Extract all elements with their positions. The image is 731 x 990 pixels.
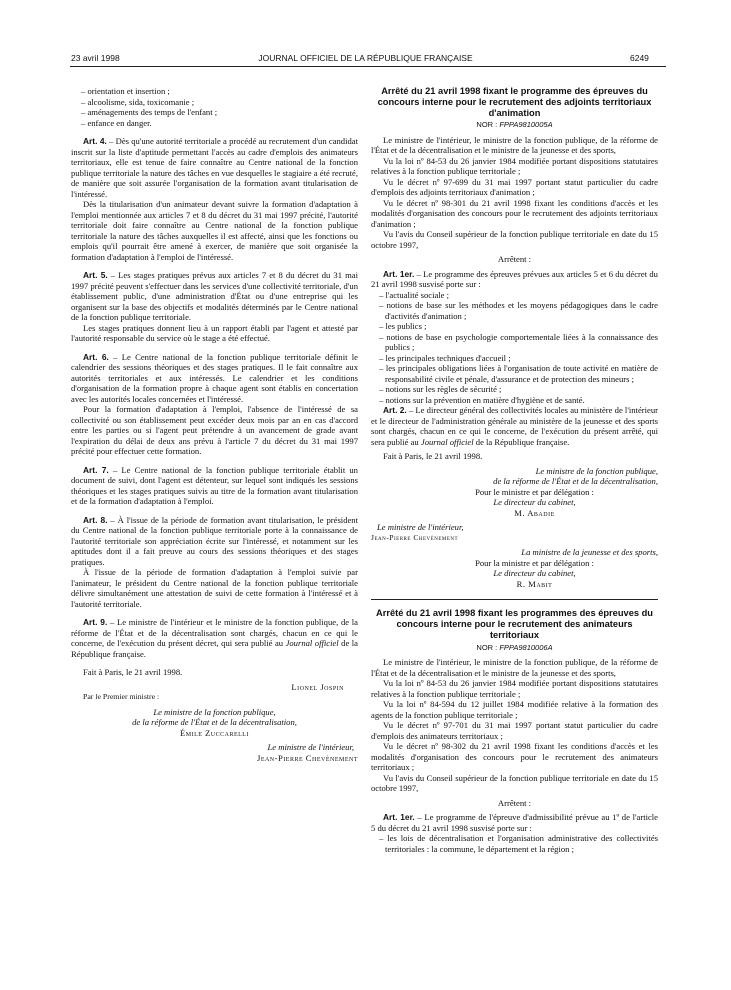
article-2: Art. 2. – Le directeur général des collectivités locales au ministère de l'intérieur et le directeur de l'administration générale au ministère de la jeunesse et des sports sont chargés, chacun en ce qui le concerne, de l'exécution du présent arrêté, qui sera publié au Journal officiel de la République française. (371, 405, 658, 447)
list-item: – les principales techniques d'accueil ; (379, 352, 511, 363)
list-item: – notions de base en psychologie comportementale liées à la connaissance des publics ; (379, 331, 658, 353)
header-page-number: 6249 (630, 53, 649, 63)
list-item: – notions de base sur les méthodes et les moyens pédagogiques dans le cadre d'activités d'animation ; (379, 300, 658, 321)
list-item: – notions sur la prévention en matière d'hygiène et de santé. (379, 394, 585, 405)
arretent: Arrêtent : (497, 254, 532, 265)
visa: Vu le décret nº 98-302 du 21 avril 1998 fixant les conditions d'accès et les modalités d'organisation des concours pour le recrutement des animateurs territoriaux ; (371, 741, 658, 773)
article-label: Art. 2. (383, 405, 407, 416)
list-item: – les lois de décentralisation et l'organisation administrative des collectivités territoriales : la commune, le département et la région ; (379, 833, 658, 854)
signature-delegation: Pour le ministre et par délégation : (475, 486, 594, 497)
visa: Vu l'avis du Conseil supérieur de la fonction publique territoriale en date du 15 octobre 1997, (371, 229, 658, 250)
fait-a-paris: Fait à Paris, le 21 avril 1998. (83, 667, 183, 677)
signature-title: Le ministre de l'intérieur, (267, 742, 354, 752)
article-text: – Dès qu'une autorité territoriale a procédé au recrutement d'un candidat inscrit sur la liste d'aptitude permettant l'accès au cadre d'emplois des animateurs territoriaux, elle est tenue de faire connaître au Centre national de la fonction publique territoriale la nature des tâches en vue desquelles le stagiaire a été recruté, de manière que soit assurée l'organisation de la formation avant titularisation de l'intéressé. (71, 136, 358, 199)
visa: Vu le décret nº 97-701 du 31 mai 1997 portant statut particulier du cadre d'emplois des animateurs territoriaux ; (371, 720, 658, 741)
visa: Vu la loi nº 84-53 du 26 janvier 1984 modifiée portant dispositions statutaires relatives à la fonction publique territoriale ; (371, 678, 658, 699)
arrete-1-title: Arrêté du 21 avril 1998 fixant le programme des épreuves du concours interne pour le recrutement des adjoints territoriaux d'animation (377, 86, 652, 118)
signature-name: M. Abadie (514, 507, 555, 518)
fait-a-paris: Fait à Paris, le 21 avril 1998. (383, 451, 483, 462)
section-divider (371, 599, 658, 600)
article-label: Art. 8. (83, 514, 108, 525)
article-text: – Le Centre national de la fonction publique territoriale établit un document de suivi, dont l'agent est détenteur, sur lequel sont indiqués les sessions théoriques et les stages pratiques suivis au titre de la formation avant titularisation et de la formation d'adaptation à l'emploi. (71, 464, 358, 506)
paragraph: Les stages pratiques donnent lieu à un rapport établi par l'agent et attesté par l'autorité responsable du service où le stage a été effectué. (71, 322, 358, 343)
signature-title: Le ministre de l'intérieur, (377, 522, 464, 533)
article-7 (71, 465, 358, 507)
nor-reference: NOR : FPPA9810005A (476, 120, 553, 130)
paragraph: Le ministre de l'intérieur, le ministre de la fonction publique, de la réforme de l'État et de la décentralisation et le ministre de la jeunesse et des sports, (371, 657, 658, 678)
signature-name: Émile Zuccarelli (180, 727, 249, 738)
article-label: Art. 5. (83, 270, 108, 280)
journal-officiel-ref: Journal officiel (420, 436, 474, 447)
article-label: Art. 4. (83, 136, 107, 146)
signature-name: Jean-Pierre Chevènement (256, 752, 358, 763)
signature-title: Le ministre de la fonction publique, (535, 465, 658, 476)
header-rule (70, 66, 666, 67)
paragraph: À l'issue de la période de formation d'adaptation à l'emploi suivie par l'animateur, le président du Centre national de la fonction publique territoriale délivre simultanément une attestation de suivi de cette formation à l'intéressé et à l'autorité territoriale. (71, 567, 358, 609)
signature-name: R. Mabit (516, 578, 553, 589)
list-item: – les publics ; (379, 321, 427, 332)
article-text: – À l'issue de la période de formation avant titularisation, le président du Centre national de la fonction publique territoriale porte à la connaissance de l'autorité territoriale son appréciation écrite sur l'intéressé, et notamment sur les aptitudes dont il a fait preuve au cours des sessions théoriques et des stages pratiques. (71, 514, 358, 567)
paragraph: Dès la titularisation d'un animateur devant suivre la formation d'adaptation à l'emploi mentionnée aux articles 7 et 8 du décret du 31 mai 1997 précité, l'autorité territoriale doit faire connaître au Centre national de la fonction publique territoriale la nature des tâches auxquelles il est affecté, ainsi que les fonctions ou emplois qu'il pourrait être amené à exercer, de manière que soit organisée la formation d'adaptation à l'emploi de l'intéressé. (71, 199, 358, 262)
signature-title: Le directeur du cabinet, (493, 497, 576, 508)
arrete-2-title: Arrêté du 21 avril 1998 fixant les programmes des épreuves du concours interne pour le recrutement des animateurs territoriaux (376, 608, 653, 640)
signature-title: de la réforme de l'État et de la décentralisation, (493, 476, 658, 487)
article-1: Art. 1er. – Le programme des épreuves prévues aux articles 5 et 6 du décret du 21 avril 1998 susvisé porte sur : (371, 268, 658, 290)
header-journal-title: JOURNAL OFFICIEL DE LA RÉPUBLIQUE FRANÇAISE (258, 53, 473, 63)
signature-title: de la réforme de l'État et de la décentralisation, (132, 717, 297, 727)
article-label: Art. 9. (83, 617, 108, 627)
article-6 (71, 352, 358, 405)
list-item: – aménagements des temps de l'enfant ; (81, 107, 218, 117)
article-text: – Les stages pratiques prévus aux articles 7 et 8 du décret du 31 mai 1997 précité peuvent s'effectuer dans les services d'une collectivité territoriale, d'un établissement public, d'une administration d'État ou d'une entreprise qui les organisent sur la base des objectifs et modalités déterminés par le Centre national de la fonction publique territoriale. (71, 270, 358, 322)
article-text: – Le Centre national de la fonction publique territoriale définit le calendrier des sessions théoriques et des stages pratiques. Il le fait connaître aux autorités territoriales et aux intéressés. Le calendrier et les conditions d'organisation de la formation propre à chaque agent sont établis en concertation avec les autorités locales concernées et l'intéressé. (71, 351, 358, 404)
article-label: Art. 1er. (383, 268, 415, 279)
visa: Vu la loi nº 84-594 du 12 juillet 1984 modifiée relative à la formation des agents de la fonction publique territoriale ; (371, 699, 658, 720)
header-date: 23 avril 1998 (71, 53, 120, 63)
signature-title: Le ministre de la fonction publique, (153, 706, 276, 717)
left-column (71, 86, 358, 763)
signature-name: Jean-Pierre Chevènement (371, 532, 459, 542)
list-item: – les principales obligations liées à l'organisation de toute activité en matière de responsabilité civile et pénale, d'assurance et de protection des mineurs ; (379, 363, 658, 384)
article-5 (71, 270, 358, 323)
list-item: – l'actualité sociale ; (379, 289, 450, 300)
right-column (371, 86, 658, 854)
article-label: Art. 1er. (383, 812, 415, 823)
paragraph: Le ministre de l'intérieur, le ministre de la fonction publique, de la réforme de l'État et de la décentralisation et le ministre de la jeunesse et des sports, (371, 134, 658, 156)
visa: Vu le décret nº 97-699 du 31 mai 1997 portant statut particulier du cadre d'emplois des adjoints territoriaux d'animation ; (371, 176, 658, 198)
list-item: – enfance en danger. (81, 117, 152, 128)
arretent: Arrêtent : (497, 797, 532, 808)
article-label: Art. 6. (83, 351, 109, 362)
signature-pm: Lionel Jospin (291, 681, 344, 692)
article-label: Art. 7. (83, 464, 109, 475)
signature-delegation: Pour la ministre et par délégation : (475, 557, 594, 568)
paragraph: Pour la formation d'adaptation à l'emploi, l'absence de l'intéressé de sa collectivité ou son établissement peut excéder deux mois par an en cas d'accord entre les parties ou si l'agent peut prétendre à un avancement de grade avant l'expiration du délai de deux ans prévu à l'article 7 du décret du 31 mai 1997 précité pour effectuer cette formation. (71, 404, 358, 456)
signature-title: Le directeur du cabinet, (493, 568, 576, 579)
visa: Vu l'avis du Conseil supérieur de la fonction publique territoriale en date du 15 octobre 1997, (371, 772, 658, 794)
par-le-premier-ministre: Par le Premier ministre : (83, 692, 160, 701)
nor-reference: NOR : FPPA9810006A (476, 642, 553, 652)
article-8 (71, 515, 358, 568)
list-item: – alcoolisme, sida, toxicomanie ; (81, 96, 195, 107)
list-item: – notions sur les règles de sécurité ; (379, 384, 502, 395)
visa: Vu la loi nº 84-53 du 26 janvier 1984 modifiée portant dispositions statutaires relatives à la fonction publique territoriale ; (371, 155, 658, 177)
article-9: Art. 9. – Le ministre de l'intérieur et le ministre de la fonction publique, de la réforme de l'État et de la décentralisation sont chargés, chacun en ce qui le concerne, de l'exécution du présent décret, qui sera publié au Journal officiel de la République française. (71, 617, 358, 659)
visa: Vu le décret nº 98-301 du 21 avril 1998 fixant les conditions d'accès et les modalités d'organisation des concours pour le recrutement des adjoints territoriaux d'animation ; (371, 197, 658, 229)
signature-title: La ministre de la jeunesse et des sports, (521, 547, 658, 558)
journal-officiel-ref: Journal officiel (285, 638, 339, 648)
article-4 (71, 136, 358, 199)
article-1: Art. 1er. – Le programme de l'épreuve d'admissibilité prévue au 1º de l'article 5 du décret du 21 avril 1998 susvisé porte sur : (371, 812, 658, 833)
list-item: – orientation et insertion ; (81, 86, 170, 96)
